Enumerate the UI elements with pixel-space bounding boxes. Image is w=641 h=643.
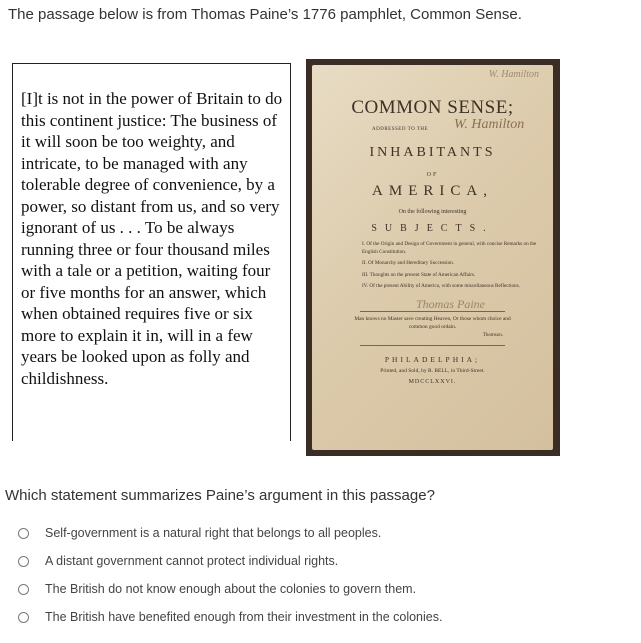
book-rule-top [360,311,505,312]
book-signature: W. Hamilton [454,117,525,132]
book-america: AMERICA, [372,183,493,199]
radio-button[interactable] [18,584,29,595]
common-sense-title-page-image [306,59,560,456]
book-subject-item: IV. Of the present Ability of America, with some miscellaneous Reflections. [362,283,520,289]
passage-box [12,63,291,441]
book-page [312,65,553,450]
answer-option[interactable] [18,554,338,568]
answer-option[interactable] [18,582,416,596]
book-signature-2: Thomas Paine [416,297,485,311]
answer-option[interactable] [18,526,381,540]
book-subject-item: III. Thoughts on the present State of American Affairs. [362,271,476,278]
answer-option[interactable] [18,610,442,624]
option-label[interactable]: The British have benefited enough from their investment in the colonies. [45,610,443,624]
book-city: PHILADELPHIA; [384,355,481,364]
book-addressed: ADDRESSED TO THE [372,127,429,132]
book-subject-item: II. Of Monarchy and Hereditary Succession. [362,260,455,266]
radio-button[interactable] [18,612,29,623]
book-subject-item: I. Of the Origin and Design of Government in general, with concise Remarks on the English Constitution. [362,241,537,255]
book-top-note: W. Hamilton [488,69,539,80]
question-text: Which statement summarizes Paine’s argument in this passage? [5,487,435,504]
option-label[interactable]: The British do not know enough about the colonies to govern them. [45,582,417,596]
book-subjects: SUBJECTS. [371,223,494,234]
book-motto: Man knows no Master save creating Heaven, Or those whom choice and common good ordain. [354,316,511,330]
book-motto-author: Thomson. [482,333,503,338]
radio-button[interactable] [18,556,29,567]
book-printer: Printed, and Sold, by R. BELL, in Third-Street. [380,368,485,374]
passage-text: [I]t is not in the power of Britain to do this continent justice: The business of it will soon be too weighty, and intricate, to be managed with any tolerable degree of convenience, by a power, so distant from us, and so very ignorant of us . . . To be always running three or four thousand miles with a tale or a petition, waiting four or five months for an answer, which when obtained requires five or six more to explain it in, will in a few years be looked upon as folly and childishness. [21,89,283,388]
option-label[interactable]: Self-government is a natural right that belongs to all peoples. [45,526,382,540]
book-year: MDCCLXXVI. [408,379,457,385]
option-label[interactable]: A distant government cannot protect individual rights. [45,554,339,568]
book-inhabitants: INHABITANTS [369,145,496,160]
book-of: OF [426,172,439,178]
intro-text: The passage below is from Thomas Paine’s 1776 pamphlet, Common Sense. [8,6,522,23]
book-title: COMMON SENSE; [351,97,514,118]
book-rule-bottom [360,345,505,346]
book-subject-list [362,241,546,295]
radio-button[interactable] [18,528,29,539]
book-following: On the following interesting [398,209,467,215]
